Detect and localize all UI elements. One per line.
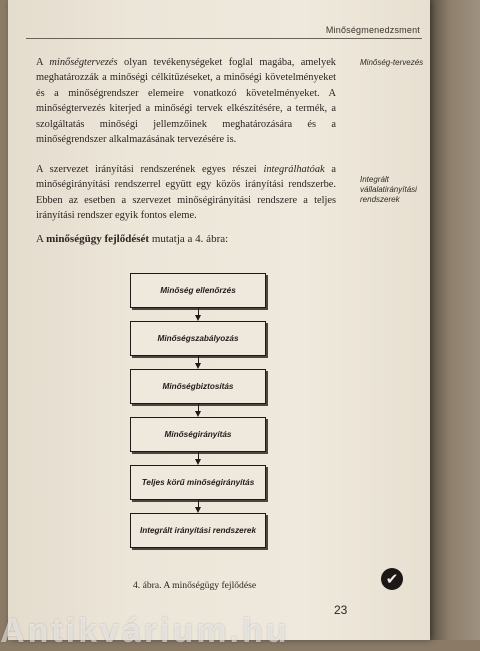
figure-lead-sentence [36,232,336,247]
paragraph-integration [36,162,336,224]
margin-note-quality-planning: Minőség-tervezés [360,58,424,67]
flowchart-step [130,321,270,356]
flowchart-arrow [130,452,267,465]
flowchart-box: Minőségirányítás [130,417,266,452]
flowchart-box: Teljes körű minőségirányítás [130,465,266,500]
emphasized-term: integrálhatóak [263,164,325,175]
emphasized-term: minőségtervezés [49,57,118,68]
flowchart-step [130,465,270,500]
flowchart-box: Minőségbiztosítás [130,369,266,404]
watermark-logo: Antikvárium.hu [0,612,290,650]
book-page [8,0,430,640]
flowchart-box: Minőségszabályozás [130,321,266,356]
running-head: Minőségmenedzsment [325,25,420,35]
flowchart-arrow [130,308,267,321]
paragraph-text: A szervezet irányítási rendszerének egyes részei [36,164,264,175]
figure-caption: 4. ábra. A minőségügy fejlődése [133,580,257,591]
flowchart-step [130,273,270,308]
lead-bold-text: minőségügy fejlődését [46,233,150,245]
flowchart-step [130,513,270,548]
header-rule [26,38,422,39]
flowchart-arrow [130,404,267,417]
lead-text: mutatja a 4. ábra: [149,233,229,245]
margin-note-integrated-systems: Integrált vállalatirányítási rendszerek [360,175,417,204]
paragraph-text: A [36,57,50,68]
flowchart-box: Integrált irányítási rendszerek [130,513,266,548]
lead-text: A [36,233,47,245]
paragraph-text: olyan tevékenységeket foglal magába, amelyek meghatározzák a minőségi célkitűzéseket, a minőségi követelményeket és a minőségrendszer elemeire vonatkozó követelményeket. A minőségtervezés kiterjed a minőségi tervek elkészítésére, a termék, a szolgáltatás minőségi jellemzőinek meghatározására és a minőségrendszer alkalmazásának tervezésére is. [36,57,337,146]
flowchart-box: Minőség ellenőrzés [130,273,266,308]
page-number: 23 [334,603,348,617]
paragraph-text: a minőségirányítási rendszerrel együtt egy közös irányítási rendszerbe. Ebben az esetben a szervezet minőségirányítási rendszere a teljes irányítási rendszer egyik fontos eleme. [36,164,337,222]
page-edge-shadow [430,0,480,640]
checkmark-circle-icon: ✔ [381,568,403,590]
flowchart-step [130,369,270,404]
flowchart-arrow [130,356,267,369]
flowchart-step [130,417,270,452]
paragraph-quality-planning [36,55,336,147]
flowchart-arrow [130,500,267,513]
quality-evolution-flowchart [130,273,270,548]
